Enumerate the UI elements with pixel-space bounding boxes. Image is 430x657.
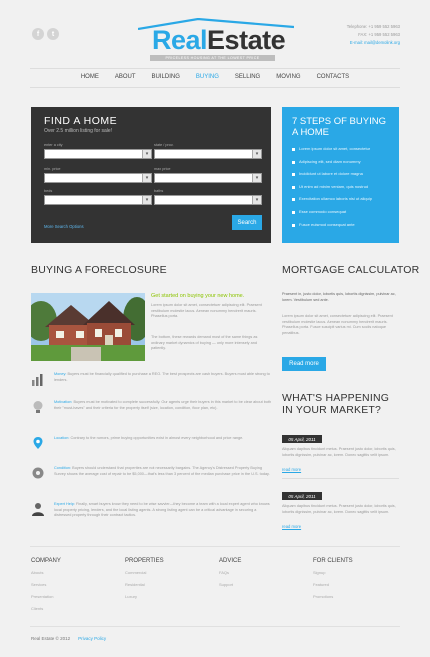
- find-home-subtitle: Over 2.5 million listing for sale!: [44, 128, 113, 134]
- nav-selling[interactable]: SELLING: [234, 74, 261, 80]
- beds-field: [44, 189, 152, 205]
- phone: Telephone: +1 959 552 5963: [346, 24, 400, 29]
- copyright-bar: [31, 636, 106, 641]
- footer-links: [125, 567, 164, 603]
- footer-column-title: ADVICE: [219, 558, 242, 564]
- feature-money: [31, 372, 271, 392]
- more-search-options-link[interactable]: More Search Options: [44, 224, 84, 229]
- nav-building[interactable]: BUILDING: [151, 74, 180, 80]
- footer-links: [313, 567, 353, 603]
- footer-top-divider: [30, 546, 400, 547]
- foreclosure-intro-1: Lorem ipsum dolor sit amet, consectetuer adipiscing elit. Praesent vestibulum molestie lacus. Aenean nonummy hendrerit mauris. Phasellus porta.: [151, 303, 262, 318]
- foreclosure-title: BUYING A FORECLOSURE: [31, 264, 167, 276]
- twitter-icon[interactable]: t: [47, 28, 59, 40]
- beds-select[interactable]: [44, 195, 152, 205]
- header-contacts: [347, 23, 400, 47]
- beds-label: beds: [44, 189, 53, 193]
- email-link[interactable]: E-mail: mail@demolink.org: [349, 40, 400, 45]
- foreclosure-heading: Get started on buying your new home.: [151, 293, 245, 299]
- list-item[interactable]: Ut enim ad minim veniam, quis nostrud: [292, 185, 389, 190]
- bar-chart-icon: [31, 372, 45, 386]
- steps-title: 7 STEPS OF BUYING A HOME: [292, 116, 386, 138]
- read-more-button[interactable]: Read more: [282, 357, 326, 371]
- steps-list: [292, 147, 389, 227]
- list-item[interactable]: Esse commodo consequat: [292, 210, 389, 215]
- feature-label: Expert Help:: [54, 502, 75, 506]
- nav-moving[interactable]: MOVING: [276, 74, 301, 80]
- footer-column-properties: [125, 558, 164, 603]
- feature-label: Motivation:: [54, 400, 73, 404]
- feature-label: Condition:: [54, 466, 72, 470]
- footer-links: [31, 567, 61, 615]
- footer-link[interactable]: Support: [219, 582, 234, 587]
- facebook-icon[interactable]: f: [32, 28, 44, 40]
- nav-home[interactable]: HOME: [80, 74, 99, 80]
- city-label: enter a city: [44, 143, 63, 147]
- state-select[interactable]: [154, 149, 262, 159]
- foreclosure-intro-2: The bottom, these rewards demand most of the same things as ordinary market dynamics of buying — only more intensely and patiently.: [151, 335, 258, 350]
- news-text: Aliquam dapibus tincidunt metus. Praesent justo dolor, lobortis quis, lobortis dignissim, pulvinar ac, lorem. Donec sagittis velit ipsum.: [282, 504, 396, 514]
- footer-link[interactable]: Signup: [313, 570, 326, 575]
- nav-bottom-divider: [30, 87, 400, 88]
- mortgage-text-1: Praesent in, justo dolor, lobortis quis, lobortis dignissim, pulvinar ac, lorem. Vestibulum sed ante.: [282, 292, 396, 302]
- baths-select[interactable]: [154, 195, 262, 205]
- feature-expert-help: [31, 502, 271, 534]
- mortgage-text-2: Lorem ipsum dolor sit amet, consectetuer adipiscing elit. Praesent vestibulum molestie lacus. Aenean nonummy hendrerit mauris. Phasellus porta. Fusce suscipit varius mi. Cum sociis natoque penatibus.: [282, 314, 393, 335]
- logo-estate: Estate: [207, 25, 286, 55]
- feature-text: [54, 400, 272, 411]
- footer-link[interactable]: Luxury: [125, 594, 138, 599]
- chevron-down-icon: ▾: [252, 174, 261, 182]
- nav-contacts[interactable]: CONTACTS: [316, 74, 350, 80]
- tagline: PRICELESS HOUSING AT THE LOWEST PRICE: [150, 55, 275, 61]
- list-item[interactable]: Exercitation ullamco laboris nisi ut aliquip: [292, 197, 389, 202]
- chevron-down-icon: ▾: [252, 150, 261, 158]
- social-links: [32, 28, 59, 40]
- baths-field: [154, 189, 262, 205]
- market-title: WHAT'S HAPPENING IN YOUR MARKET?: [282, 392, 390, 416]
- feature-text: [54, 436, 272, 442]
- site-logo[interactable]: [152, 25, 285, 56]
- footer-link[interactable]: Services: [31, 582, 47, 587]
- news-text: Aliquam dapibus tincidunt metus. Praesent justo dolor, lobortis quis, lobortis dignissim, pulvinar ac, lorem. Donec sagittis velit ipsum.: [282, 447, 396, 457]
- max-price-field: [154, 167, 262, 183]
- city-select[interactable]: [44, 149, 152, 159]
- state-field: [154, 143, 262, 159]
- footer-column-title: PROPERTIES: [125, 558, 164, 564]
- list-item[interactable]: Fusce euismod consequat ante: [292, 223, 389, 228]
- footer-link[interactable]: Featured: [313, 582, 330, 587]
- chevron-down-icon: ▾: [142, 150, 151, 158]
- feature-label: Money:: [54, 372, 67, 376]
- feature-motivation: [31, 400, 271, 424]
- min-price-select[interactable]: [44, 173, 152, 183]
- footer-column-title: FOR CLIENTS: [313, 558, 353, 564]
- footer-bottom-divider: [30, 626, 400, 627]
- user-icon: [31, 502, 45, 516]
- news-read-more-link[interactable]: read more: [282, 467, 302, 472]
- state-label: state / prov.: [154, 143, 174, 147]
- max-price-label: max price: [154, 167, 171, 171]
- mortgage-title: MORTGAGE CALCULATOR: [282, 264, 420, 276]
- min-price-label: min. price: [44, 167, 61, 171]
- footer-link[interactable]: Abouts: [31, 570, 44, 575]
- feature-text: [54, 466, 272, 477]
- lightbulb-icon: [31, 400, 45, 414]
- footer-link[interactable]: Presentation: [31, 594, 54, 599]
- footer-link[interactable]: Commercial: [125, 570, 147, 575]
- find-home-title: FIND A HOME: [44, 115, 118, 127]
- location-pin-icon: [31, 436, 45, 450]
- footer-column-advice: [219, 558, 241, 591]
- fax: FAX: +1 959 552 5963: [358, 32, 400, 37]
- list-item[interactable]: Lorem ipsum dolor sit amet, consectetur: [292, 147, 389, 152]
- footer-link[interactable]: FAQs: [219, 570, 230, 575]
- feature-desc: Finally, smart buyers know they need to be wise savvier—they become a team with a local expert agent who knows local property pricing, lenders, and the local listing agents. A strong listing agent can be a critical advantage in securing a distressed property through their contract tactics.: [54, 502, 270, 518]
- list-item[interactable]: Incididunt ut labore et dolore magna: [292, 172, 389, 177]
- feature-text: [54, 502, 272, 519]
- footer-column-for-clients: [313, 558, 353, 603]
- footer-column-company: [31, 558, 61, 615]
- logo-real: Real: [152, 25, 208, 55]
- footer-link[interactable]: Clients: [31, 606, 44, 611]
- search-button[interactable]: Search: [232, 215, 262, 230]
- nav-about[interactable]: ABOUT: [114, 74, 136, 80]
- feature-desc: Buyers should understand that properties are not necessarily bargains. The Agency's Distressed Property Buying Survey shows the average cost of repair to be $5,000—that's less than 3 percent of the median purchase price in the U.S. today.: [54, 466, 270, 476]
- nav-top-divider: [30, 68, 400, 69]
- nav-buying[interactable]: BUYING: [195, 74, 219, 80]
- privacy-policy-link[interactable]: Privacy Policy: [78, 636, 107, 641]
- house-photo: [31, 293, 145, 361]
- list-item[interactable]: Adipiscing elit, sed diam nonummy: [292, 160, 389, 165]
- news-read-more-link[interactable]: read more: [282, 524, 302, 529]
- feature-desc: Buyers must be financially qualified to purchase a REO. The best prospects are cash buyers. Buyers must able strong to lenders.: [54, 372, 270, 382]
- feature-location: [31, 436, 271, 454]
- chevron-down-icon: ▾: [252, 196, 261, 204]
- feature-desc: Buyers must be motivated to complete successfully. Our agents urge their buyers in this market to be clear about both their "must-haves" and their criteria for the property itself (size, location, condition, floor plan, etc).: [54, 400, 272, 410]
- baths-label: baths: [154, 189, 164, 193]
- footer-link[interactable]: Promotions: [313, 594, 334, 599]
- gear-icon: [31, 466, 45, 480]
- max-price-select[interactable]: [154, 173, 262, 183]
- feature-desc: Contrary to the rumors, prime buying opportunities exist in almost every neighborhood and price range.: [70, 436, 244, 440]
- chevron-down-icon: ▾: [142, 174, 151, 182]
- news-divider: [282, 478, 399, 479]
- feature-label: Location:: [54, 436, 70, 440]
- steps-panel: [282, 107, 399, 243]
- city-field: [44, 143, 152, 159]
- footer-links: [219, 567, 241, 591]
- min-price-field: [44, 167, 152, 183]
- copyright: Real Estate © 2012: [31, 636, 71, 641]
- footer-link[interactable]: Residential: [125, 582, 145, 587]
- main-nav: [30, 74, 400, 80]
- news-date: 05 April, 2011: [282, 492, 322, 500]
- footer-column-title: COMPANY: [31, 558, 61, 564]
- news-date: 05 April, 2011: [282, 435, 322, 443]
- feature-condition: [31, 466, 271, 492]
- find-home-panel: [31, 107, 271, 243]
- feature-text: [54, 372, 272, 383]
- chevron-down-icon: ▾: [142, 196, 151, 204]
